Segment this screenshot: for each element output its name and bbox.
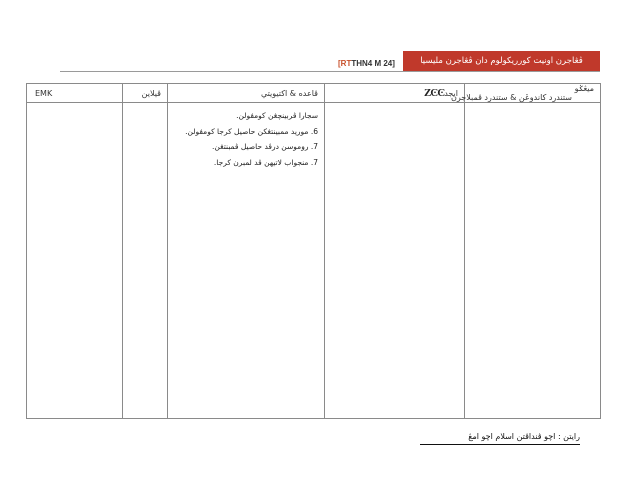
list-item: 6. موريد ممبينتڠکن حاصيل کرجا کومڤولن. [185,126,318,136]
cell-standards-week [465,103,601,419]
alphabet-badge: ZϾϾ [423,87,445,99]
cell-values [123,103,168,419]
table-header-row [27,84,601,103]
header-divider [60,71,600,72]
column-header-standards: ستندرد کاندوڠن & ستندرد ڤمبلاجرن [451,93,573,102]
header-code [338,59,395,68]
list-item: سجارا ڤربينچڠن کومڤولن. [236,111,318,120]
column-header-alphabet [325,84,465,103]
activity-list [168,103,324,170]
cell-emk [27,103,123,419]
lesson-plan-table [26,83,601,419]
header-code-letter: T [346,59,352,68]
column-header-emk: EMK [27,84,123,103]
list-item: 7. منجواب لاتيهن ڤد لمبرن کرجا. [213,157,318,167]
table-row [27,103,601,419]
column-header-week: ميڠݢو [574,84,595,93]
list-item: 7. روموسن درڤد حاصيل ڤمبنتڠن. [212,142,318,151]
header-code-prefix: [R [338,59,347,68]
footer-signature: رايتن : اچو ڤنداڤتن اسلام اچو امڠ [420,431,580,445]
cell-alphabet [325,103,465,419]
header-banner: ڤڠاجرن اونيت کورريکولوم دان ڤڠاجرن مليسيا [403,51,600,71]
header-code-rest: THN4 M 24] [351,59,395,68]
cell-activities [168,103,325,419]
alphabet-label: ابجد [444,89,458,98]
column-header-activities: ڤاعده & اکتيويتي [168,84,325,103]
column-header-values: ڤيلاين [123,84,168,103]
